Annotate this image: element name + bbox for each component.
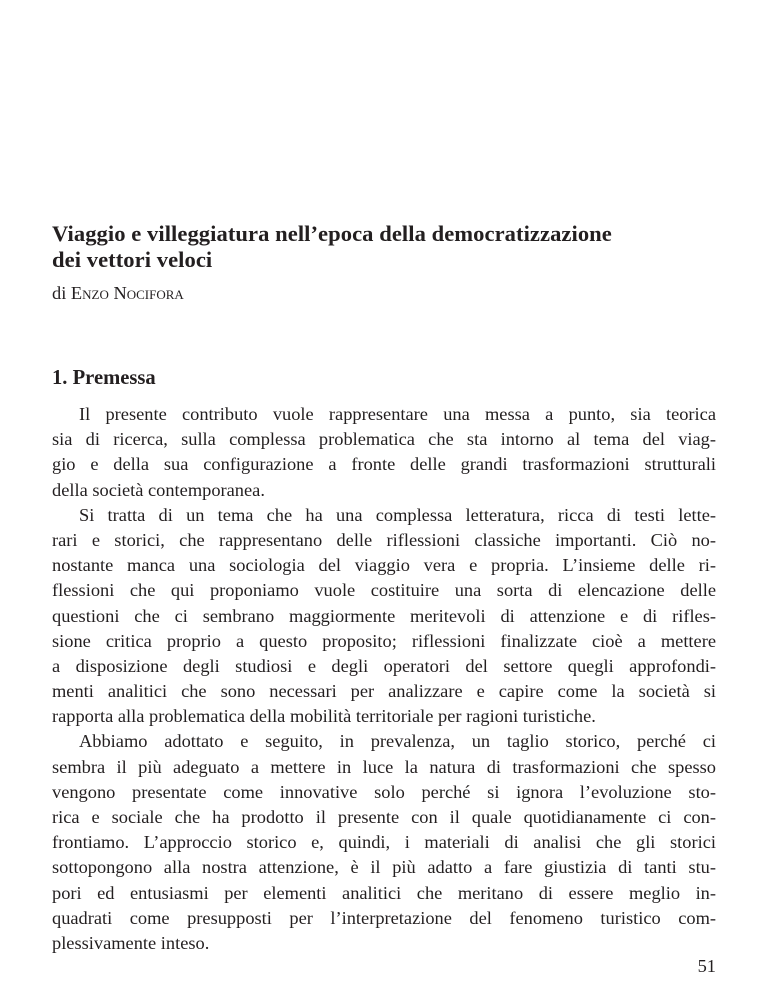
- text-line: Si tratta di un tema che ha una complessa letteratura, ricca di testi lette-: [79, 504, 716, 525]
- text-line: rica e sociale che ha prodotto il presente con il quale quotidianamente ci con-: [52, 807, 716, 827]
- text-line: menti analitici che sono necessari per analizzare e capire come la società si: [52, 681, 716, 702]
- article-title-line-2: dei vettori veloci: [52, 247, 213, 272]
- text-line: gio e della sua configurazione a fronte delle grandi trasformazioni strutturali: [52, 454, 716, 475]
- text-line: flessioni che qui proponiamo vuole costituire una sorta di elencazione delle: [52, 580, 716, 601]
- body-text: [52, 402, 716, 956]
- section-heading: 1. Premessa: [52, 367, 156, 389]
- text-line: rapporta alla problematica della mobilità territoriale per ragioni turistiche.: [52, 706, 596, 727]
- text-line: Il presente contributo vuole rappresentare una messa a punto, sia teorica: [79, 404, 716, 424]
- text-line: Abbiamo adottato e seguito, in prevalenza, un taglio storico, perché ci: [79, 731, 716, 752]
- text-line: vengono presentate come innovative solo perché si ignora l’evoluzione sto-: [52, 781, 716, 802]
- page-number: 51: [697, 956, 716, 976]
- author-name: Enzo Nocifora: [70, 283, 184, 303]
- text-line: sembra il più adeguato a mettere in luce la natura di trasformazioni che spesso: [52, 756, 716, 777]
- paragraph-1: [52, 402, 716, 503]
- text-line: plessivamente inteso.: [52, 932, 210, 953]
- text-line: pori ed entusiasmi per elementi analitici che meritano di essere meglio in-: [52, 882, 716, 903]
- text-line: sione critica proprio a questo proposito; riflessioni finalizzate cioè a mettere: [52, 630, 716, 651]
- text-line: sottopongono alla nostra attenzione, è il più adatto a fare giustizia di tanti stu-: [52, 857, 716, 878]
- text-line: questioni che ci sembrano maggiormente meritevoli di attenzione e di rifles-: [52, 605, 716, 626]
- article-title: [52, 221, 716, 273]
- page: [52, 0, 716, 994]
- text-line: sia di ricerca, sulla complessa problematica che sta intorno al tema del viag-: [52, 429, 716, 450]
- byline-prefix: di: [52, 283, 71, 303]
- text-line: rari e storici, che rappresentano delle riflessioni classiche importanti. Ciò no-: [52, 529, 716, 550]
- text-line: della società contemporanea.: [52, 479, 265, 500]
- article-title-line-1: Viaggio e villeggiatura nell’epoca della democratizzazione: [52, 221, 612, 246]
- paragraph-2: [52, 503, 716, 730]
- author-byline: [52, 281, 184, 305]
- text-line: a disposizione degli studiosi e degli operatori del settore quegli approfondi-: [52, 655, 716, 676]
- text-line: quadrati come presupposti per l’interpretazione del fenomeno turistico com-: [52, 907, 716, 928]
- text-line: frontiamo. L’approccio storico e, quindi, i materiali di analisi che gli storici: [52, 832, 716, 853]
- paragraph-3: [52, 729, 716, 956]
- text-line: nostante manca una sociologia del viaggio vera e propria. L’insieme delle ri-: [52, 555, 716, 576]
